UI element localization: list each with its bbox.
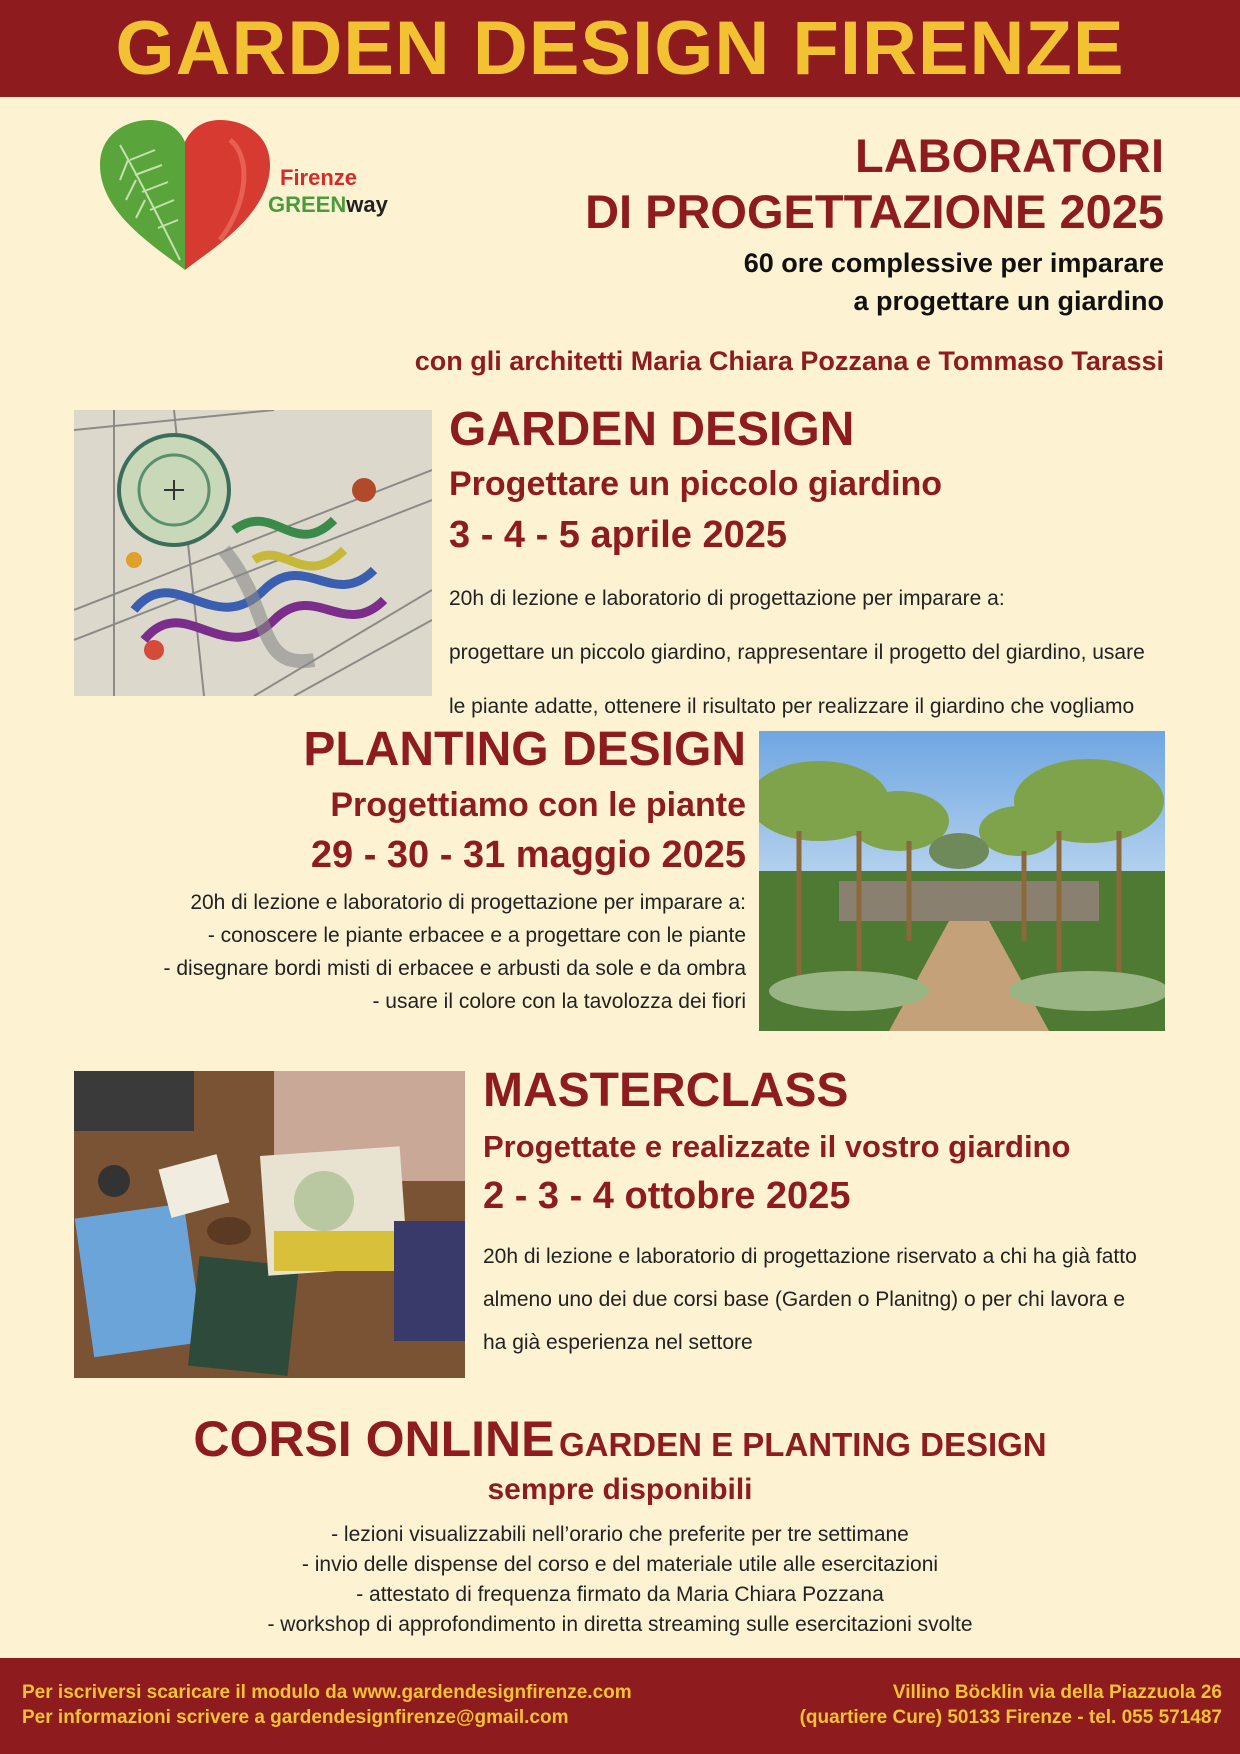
garden-body-line: le piante adatte, ottenere il risultato per realizzare il giardino che vogliamo: [449, 695, 1135, 718]
garden-date: 3 - 4 - 5 aprile 2025: [449, 514, 787, 556]
masterclass-body-line: ha già esperienza nel settore: [483, 1331, 753, 1354]
list-item: - attestato di frequenza firmato da Maria Chiara Pozzana: [356, 1583, 884, 1606]
footer-right: [800, 1680, 1222, 1730]
garden-subtitle: Progettare un piccolo giardino: [449, 465, 943, 503]
planting-body-line: - disegnare bordi misti di erbacee e arbusti da sole e da ombra: [163, 957, 746, 980]
header-sub2: a progettare un giardino: [853, 286, 1164, 316]
garden-title: GARDEN DESIGN: [449, 403, 855, 456]
planting-body-line: - usare il colore con la tavolozza dei fiori: [372, 990, 746, 1013]
page-title: GARDEN DESIGN FIRENZE: [115, 6, 1125, 91]
masterclass-body-line: 20h di lezione e laboratorio di progettazione riservato a chi ha già fatto: [483, 1245, 1137, 1268]
logo-way: way: [346, 192, 388, 217]
garden-body-line: progettare un piccolo giardino, rappresentare il progetto del giardino, usare: [449, 641, 1145, 664]
online-title-big: CORSI ONLINE: [193, 1411, 555, 1467]
footer-phone: (quartiere Cure) 50133 Firenze - tel. 055 571487: [799, 1707, 1222, 1728]
list-item: - workshop di approfondimento in diretta streaming sulle esercitazioni svolte: [267, 1613, 973, 1636]
garden-description: [449, 572, 1145, 734]
footer-address: Villino Böcklin via della Piazzuola 26: [892, 1682, 1222, 1703]
garden-path-photo: [759, 731, 1165, 1031]
header-heading: [585, 128, 1164, 240]
online-title-small: GARDEN E PLANTING DESIGN: [558, 1426, 1047, 1463]
footer-registration-link[interactable]: Per iscriversi scaricare il modulo da www.gardendesignfirenze.com: [22, 1682, 632, 1703]
logo-line1: Firenze: [280, 165, 358, 190]
planting-body-line: - conoscere le piante erbacee e a progettare con le piante: [207, 924, 746, 947]
sketch-drawing-image: [74, 410, 432, 696]
masterclass-date: 2 - 3 - 4 ottobre 2025: [483, 1175, 851, 1217]
header-architects: con gli architetti Maria Chiara Pozzana e Tommaso Tarassi: [414, 346, 1164, 376]
masterclass-title: MASTERCLASS: [483, 1064, 849, 1117]
garden-body-line: 20h di lezione e laboratorio di progettazione per imparare a:: [449, 587, 1005, 610]
workshop-table-photo: [74, 1071, 465, 1378]
masterclass-description: [483, 1235, 1137, 1364]
planting-title: PLANTING DESIGN: [303, 723, 746, 776]
footer-left: [22, 1680, 632, 1730]
header-sub1: 60 ore complessive per imparare: [743, 248, 1164, 278]
online-subtitle: sempre disponibili: [487, 1473, 753, 1506]
masterclass-body-line: almeno uno dei due corsi base (Garden o Planitng) o per chi lavora e: [483, 1288, 1126, 1311]
online-features-list: [0, 1520, 1240, 1640]
list-item: - lezioni visualizzabili nell’orario che preferite per tre settimane: [331, 1523, 909, 1546]
masterclass-subtitle: Progettate e realizzate il vostro giardino: [483, 1129, 1071, 1164]
header-subheading: [744, 244, 1164, 320]
planting-body-line: 20h di lezione e laboratorio di progettazione per imparare a:: [190, 891, 746, 914]
footer-email-link[interactable]: Per informazioni scrivere a gardendesignfirenze@gmail.com: [22, 1707, 569, 1728]
planting-description: [164, 886, 746, 1018]
header-line1: LABORATORI: [855, 129, 1164, 182]
heart-logo-icon: [100, 120, 270, 280]
planting-date: 29 - 30 - 31 maggio 2025: [310, 834, 746, 876]
list-item: - invio delle dispense del corso e del materiale utile alle esercitazioni: [301, 1553, 939, 1576]
online-heading: [0, 1410, 1240, 1468]
logo-wordmark: [268, 164, 388, 218]
logo-green: GREEN: [268, 192, 347, 217]
header-line2: DI PROGETTAZIONE 2025: [585, 185, 1164, 238]
planting-subtitle: Progettiamo con le piante: [330, 786, 746, 824]
